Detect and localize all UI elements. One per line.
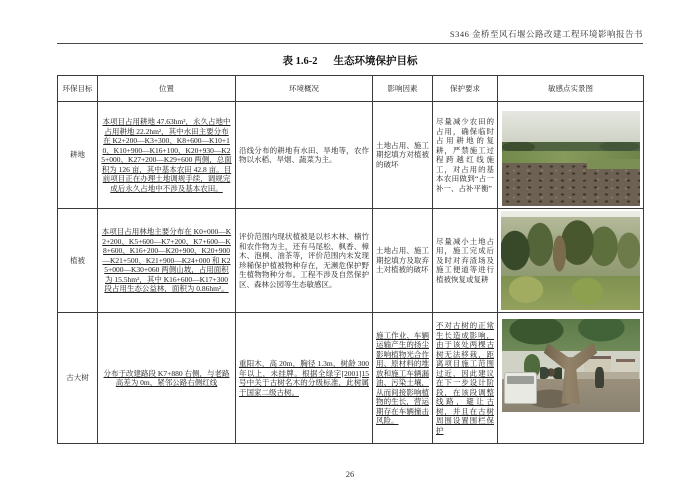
row-label-ancient-tree: 古大树	[58, 313, 98, 444]
ancient-tree-impact: 施工作业、车辆运输产生的扬尘影响植物光合作用、原材料的堆放和施工车辆漏油、污染土壤，从而间接影响植物的生长，营运期存在车辆撞击风险。	[373, 313, 433, 444]
vegetation-location: 本项目占用林地主要分布在 K0+000—K2+200、K5+600—K7+200、K7+600—K8+600、K16+200—K20+900、K20+900—K21+500、K21+900—K24+000 和 K25+000—K30+060 两侧山坡，占用面积为 15.5hm²，其中 K16+600—K17+300 段占用生态公益林，面积为 0.86hm²。	[98, 209, 236, 313]
ancient-tree-overview: 重阳木，高 20m，胸径 1.3m，树龄 300 年以上，未挂牌。根据全绿字[2001]15 号中关于古树名木的分级标准，此树属于国家二级古树。	[236, 313, 373, 444]
table-row	[58, 209, 644, 313]
photo-person	[595, 367, 603, 387]
table-row	[58, 313, 644, 444]
table-number: 表 1.6-2	[282, 56, 318, 67]
table-row	[58, 102, 644, 209]
photo-sky	[502, 111, 640, 145]
vegetation-protection: 尽量减小土地占用，施工完成后及时对弃渣场及施工便道等进行植被恢复或复耕	[433, 209, 498, 313]
vegetation-photo-cell	[498, 209, 644, 313]
farmland-overview: 沿线分布的耕地有水田、旱地等，农作物以水稻、旱烟、蔬菜为主。	[236, 102, 373, 209]
paddy-field-photo	[502, 111, 640, 206]
table-title: 生态环境保护目标	[333, 56, 418, 67]
col-header-protection: 保护要求	[433, 76, 498, 102]
farmland-impact: 土地占用、施工期挖填方对植被的破坏	[373, 102, 433, 209]
hillside-vegetation-photo	[501, 211, 640, 310]
row-label-vegetation: 植被	[58, 209, 98, 313]
photo-tree-canopy	[502, 319, 640, 351]
vegetation-overview: 评价范围内现状植被是以杉木林、楠竹和农作物为主，还有马尾松、枫香、樟木、泡桐、油茶等，评价范围内未发现珍稀保护植被物种存在，无濒危保护野生植物物种分布。工程不涉及自然保护区、森林公园等生态敏感区。	[236, 209, 373, 313]
photo-forest	[501, 217, 640, 278]
col-header-target: 环保目标	[58, 76, 98, 102]
photo-van-window	[507, 376, 535, 384]
eco-protection-table	[57, 75, 644, 444]
row-label-farmland: 耕地	[58, 102, 98, 209]
page-number: 26	[345, 469, 355, 479]
ancient-tree-protection: 不对古树的正常生长造成影响，由于该处两棵古树无法移栽，距离项目施工范围过近，因此建议在下一步设计阶段，在该段调整线路，避让古树，并且在古树周围设置围栏保护	[433, 313, 498, 444]
ancient-tree-location: 分布于改建路段 K7+880 右侧，与老路高差为 0m，紧邻公路右侧红线	[98, 313, 236, 444]
farmland-photo-cell	[498, 102, 644, 209]
report-header-title: S346 金桥至风石堰公路改建工程环境影响报告书	[449, 29, 643, 39]
col-header-impact: 影响因素	[373, 76, 433, 102]
col-header-photo: 敏感点实景图	[498, 76, 644, 102]
photo-white-van	[504, 372, 538, 404]
col-header-overview: 环境概况	[236, 76, 373, 102]
table-caption	[0, 53, 700, 68]
ancient-tree-photo-cell	[498, 313, 644, 444]
vegetation-impact: 土地占用、施工期挖填方及取弃土对植被的破坏	[373, 209, 433, 313]
header-rule	[57, 43, 643, 44]
table-header-row	[58, 76, 644, 102]
photo-shrubs	[501, 276, 640, 310]
photo-people	[540, 367, 562, 378]
photo-field-patch	[587, 159, 639, 169]
farmland-protection: 尽量减少农田的占用，确保临时占用耕地的复耕，严禁施工过程跨越红线施工，对占用的基本农田做到“占一补一、占补平衡”	[433, 102, 498, 209]
ancient-tree-photo	[502, 319, 640, 412]
farmland-location: 本项目占用耕地 47.63hm²，永久占地中占用耕地 22.2hm²，其中水田主要分布在 K2+200—K3+300、K8+600—K10+10、K10+900—K16+100、K20+930—K25+000、K27+200—K29+600 两侧，总面积为 126 亩，其中基本农田 42.8 亩。目前项目正在办理土地调规手续，调规完成后永久占地中不涉及基本农田。	[98, 102, 236, 209]
col-header-location: 位置	[98, 76, 236, 102]
